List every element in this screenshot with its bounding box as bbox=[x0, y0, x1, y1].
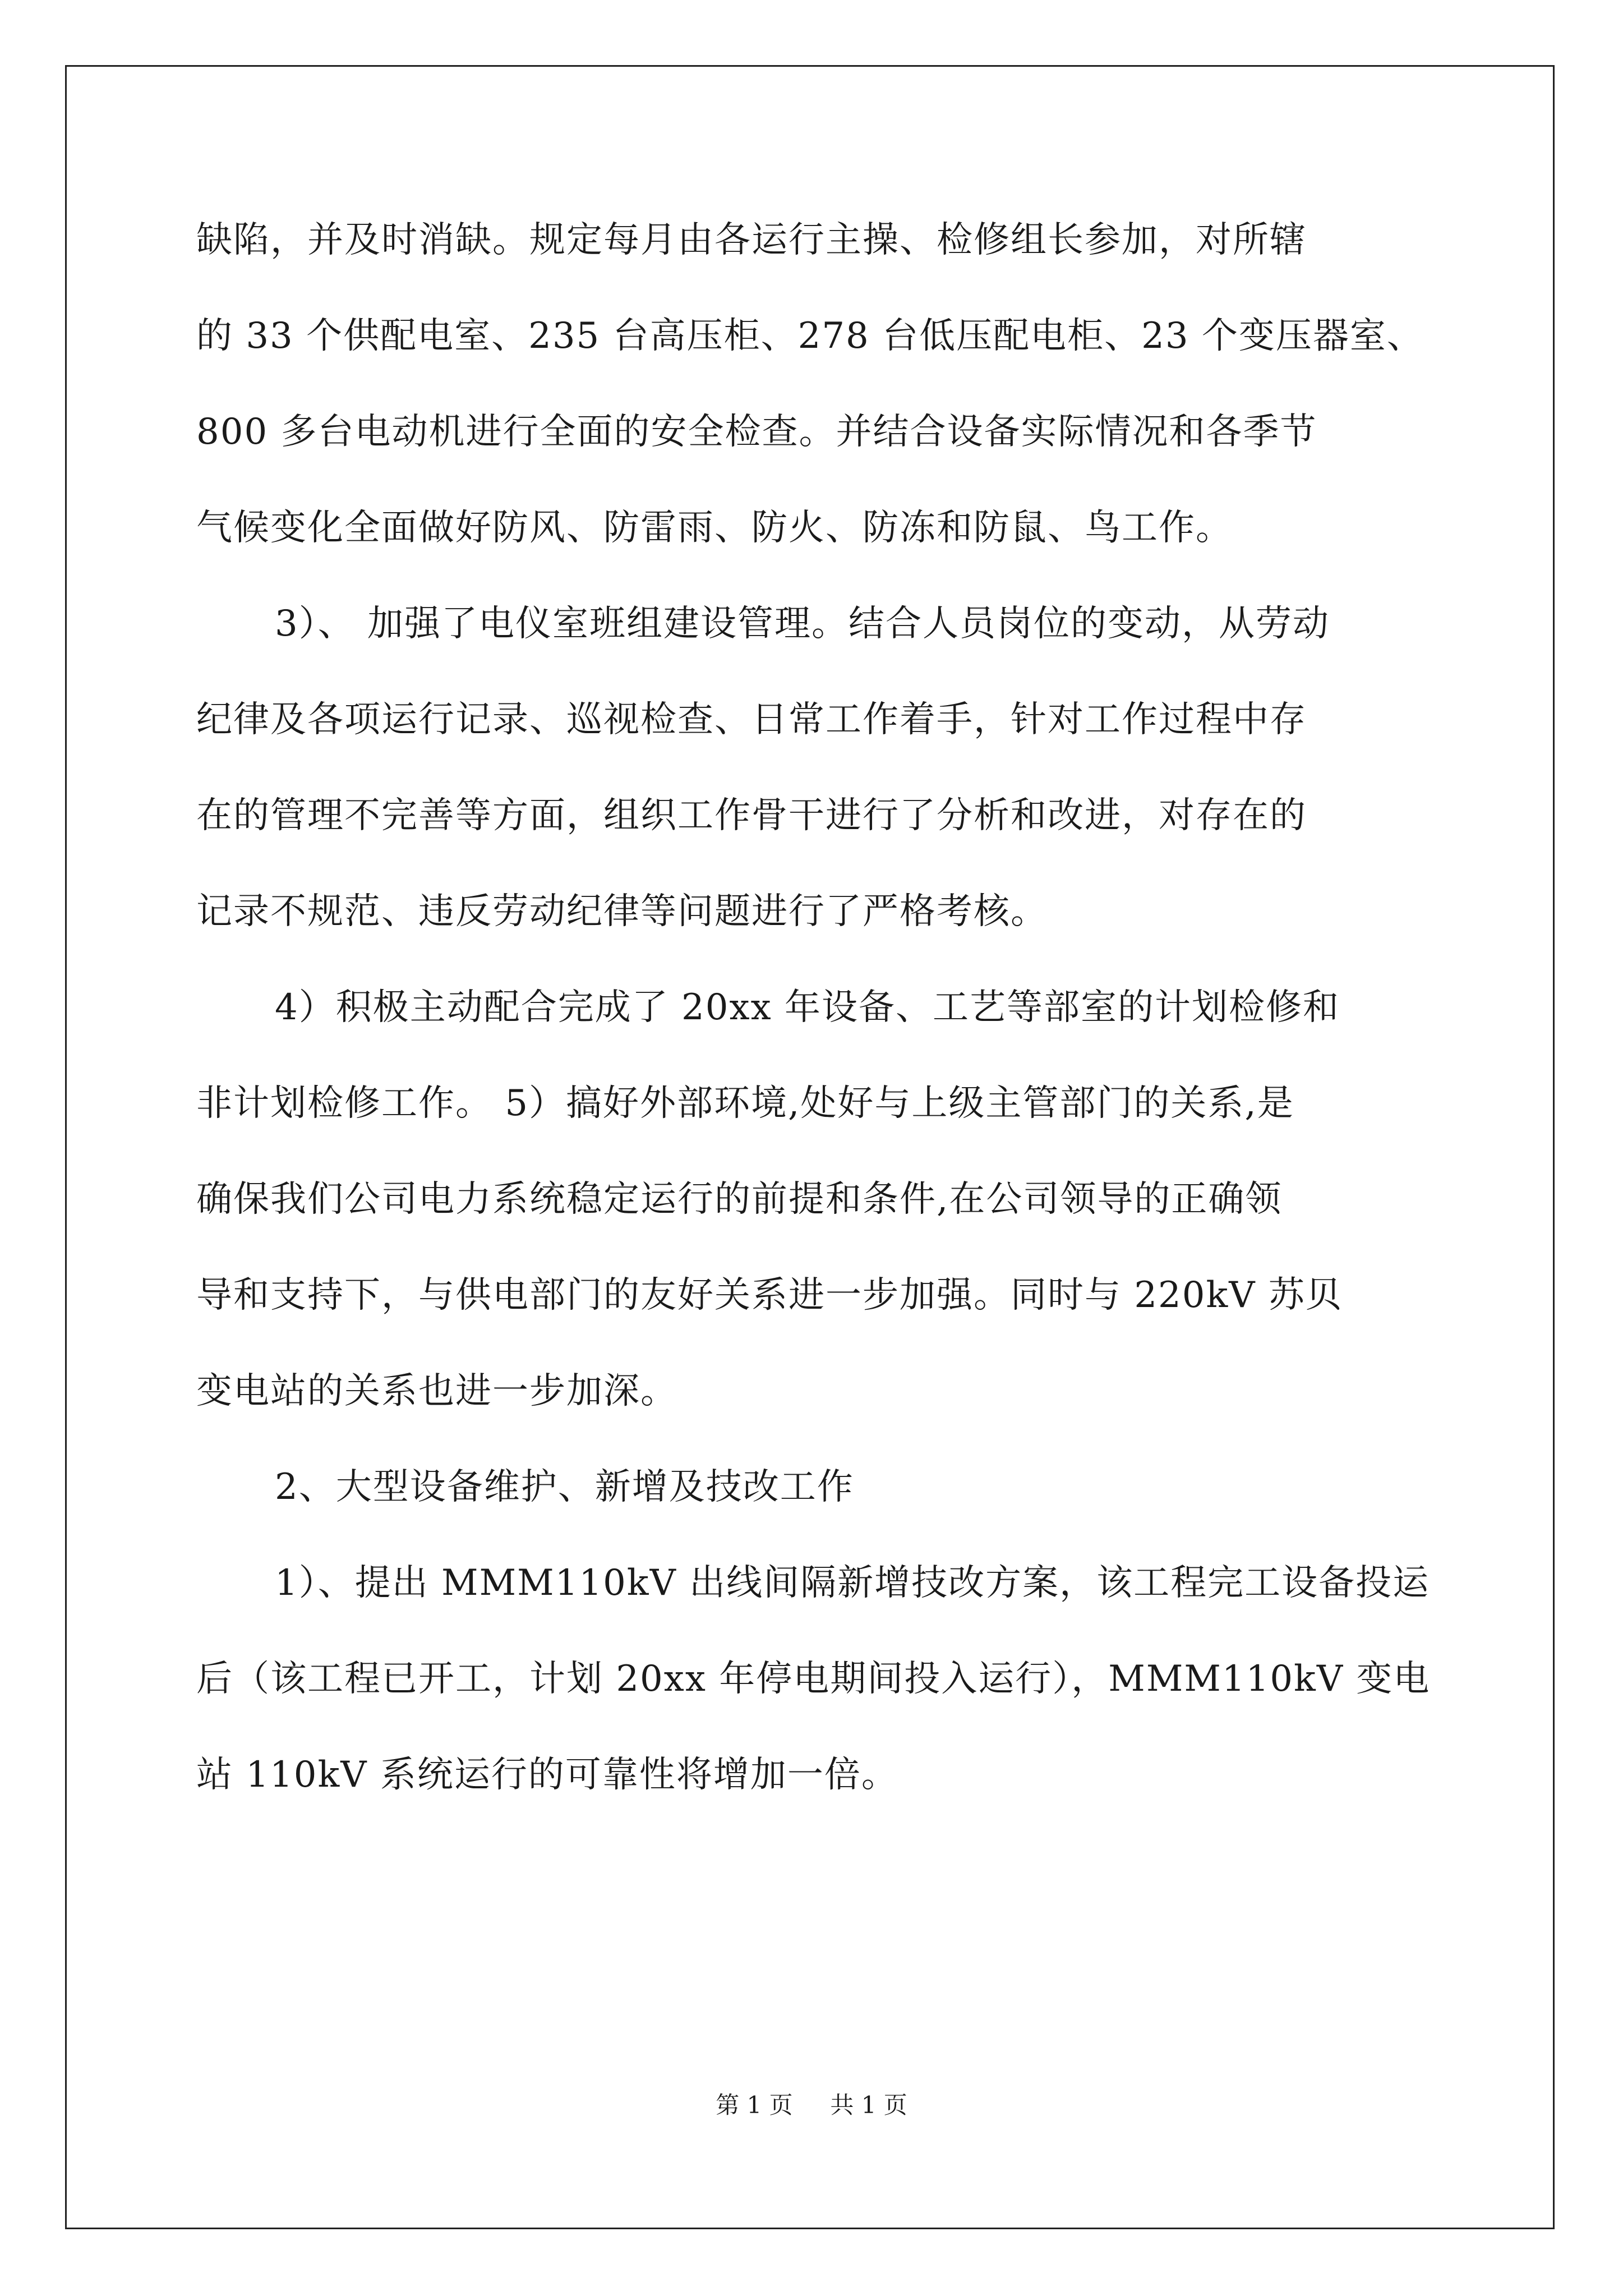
text-line: 变电站的关系也进一步加深。 bbox=[196, 1370, 677, 1412]
text-line: 纪律及各项运行记录、巡视检查、日常工作着手，针对工作过程中存 bbox=[196, 699, 1307, 740]
text-line: 气候变化全面做好防风、防雷雨、防火、防冻和防鼠、鸟工作。 bbox=[196, 507, 1233, 549]
page-number: 第 1 页 bbox=[716, 2091, 793, 2119]
text-line: 在的管理不完善等方面，组织工作骨干进行了分析和改进，对存在的 bbox=[196, 795, 1307, 836]
text-line: 记录不规范、违反劳动纪律等问题进行了严格考核。 bbox=[196, 891, 1048, 932]
text-line: 导和支持下，与供电部门的友好关系进一步加强。同时与 220kV 苏贝 bbox=[196, 1274, 1343, 1316]
text-line: 站 110kV 系统运行的可靠性将增加一倍。 bbox=[196, 1754, 898, 1796]
text-line: 确保我们公司电力系统稳定运行的前提和条件,在公司领导的正确领 bbox=[196, 1179, 1283, 1220]
text-line: 的 33 个供配电室、235 台高压柜、278 台低压配电柜、23 个变压器室、 bbox=[196, 315, 1424, 357]
page-total: 共 1 页 bbox=[830, 2091, 907, 2119]
section-heading: 2、大型设备维护、新增及技改工作 bbox=[275, 1466, 854, 1508]
paragraph-start-line: 3）、 加强了电仪室班组建设管理。结合人员岗位的变动，从劳动 bbox=[275, 603, 1330, 645]
text-line: 800 多台电动机进行全面的安全检查。并结合设备实际情况和各季节 bbox=[196, 411, 1317, 453]
paragraph-start-line: 1）、提出 MMM110kV 出线间隔新增技改方案，该工程完工设备投运 bbox=[275, 1562, 1430, 1604]
paragraph-start-line: 4）积极主动配合完成了 20xx 年设备、工艺等部室的计划检修和 bbox=[275, 987, 1340, 1028]
page-footer bbox=[0, 2091, 1623, 2119]
document-body bbox=[196, 216, 1447, 1847]
text-line: 非计划检修工作。 5）搞好外部环境,处好与上级主管部门的关系,是 bbox=[196, 1083, 1294, 1124]
text-line: 后（该工程已开工，计划 20xx 年停电期间投入运行），MMM110kV 变电 bbox=[196, 1658, 1431, 1700]
text-line: 缺陷，并及时消缺。规定每月由各运行主操、检修组长参加，对所辖 bbox=[196, 219, 1307, 261]
